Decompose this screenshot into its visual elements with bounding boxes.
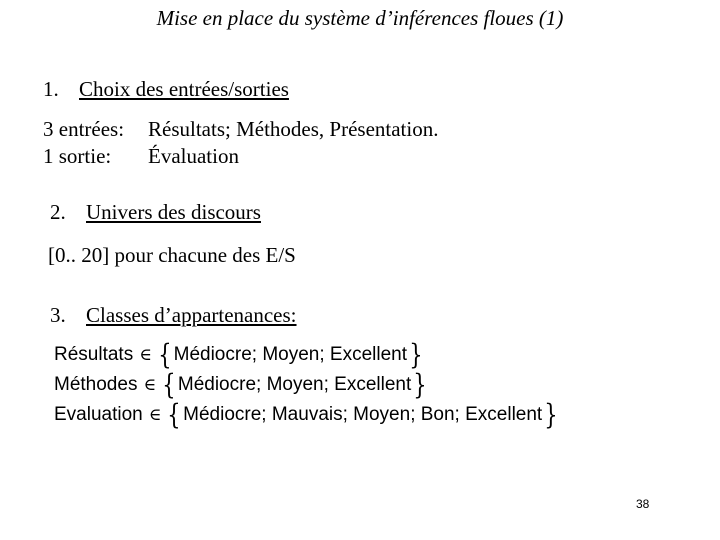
element-of-symbol: ∈	[148, 405, 162, 425]
open-brace: {	[158, 338, 172, 371]
variable-name: Méthodes	[54, 374, 138, 395]
section-2-heading	[50, 199, 261, 225]
element-of-symbol: ∈	[139, 345, 152, 365]
section-1-number: 1.	[43, 77, 59, 101]
slide-title: Mise en place du système d’inférences floues (1)	[156, 6, 564, 30]
outputs-value: Évaluation	[148, 144, 239, 168]
section-1-title: Choix des entrées/sorties	[79, 77, 289, 101]
universe-range-text: [0.. 20] pour chacune des E/S	[48, 243, 296, 267]
member-list: Médiocre; Mauvais; Moyen; Bon; Excellent	[183, 404, 543, 425]
close-brace: }	[409, 338, 423, 371]
inputs-value: Résultats; Méthodes, Présentation.	[148, 117, 439, 141]
page-number: 38	[636, 497, 650, 511]
close-brace: }	[413, 368, 427, 401]
open-brace: {	[167, 398, 181, 431]
outputs-label: 1 sortie:	[43, 144, 112, 168]
membership-row-resultats	[54, 340, 560, 370]
inputs-line	[43, 116, 438, 142]
membership-row-methodes	[54, 370, 560, 400]
section-1-heading	[43, 76, 289, 102]
element-of-symbol: ∈	[143, 375, 157, 395]
member-list: Médiocre; Moyen; Excellent	[173, 344, 408, 365]
inputs-label: 3 entrées:	[43, 117, 125, 141]
section-3-heading	[50, 302, 297, 328]
variable-name: Evaluation	[54, 404, 143, 425]
section-3-number: 3.	[50, 303, 66, 327]
section-3-title: Classes d’appartenances:	[86, 303, 297, 327]
section-2-title: Univers des discours	[86, 200, 261, 224]
member-list: Médiocre; Moyen; Excellent	[177, 374, 412, 395]
variable-name: Résultats	[54, 344, 134, 365]
membership-row-evaluation	[54, 400, 560, 430]
membership-classes	[54, 340, 560, 430]
close-brace: }	[544, 398, 558, 431]
section-2-number: 2.	[50, 200, 66, 224]
open-brace: {	[162, 368, 176, 401]
outputs-line	[43, 143, 239, 169]
